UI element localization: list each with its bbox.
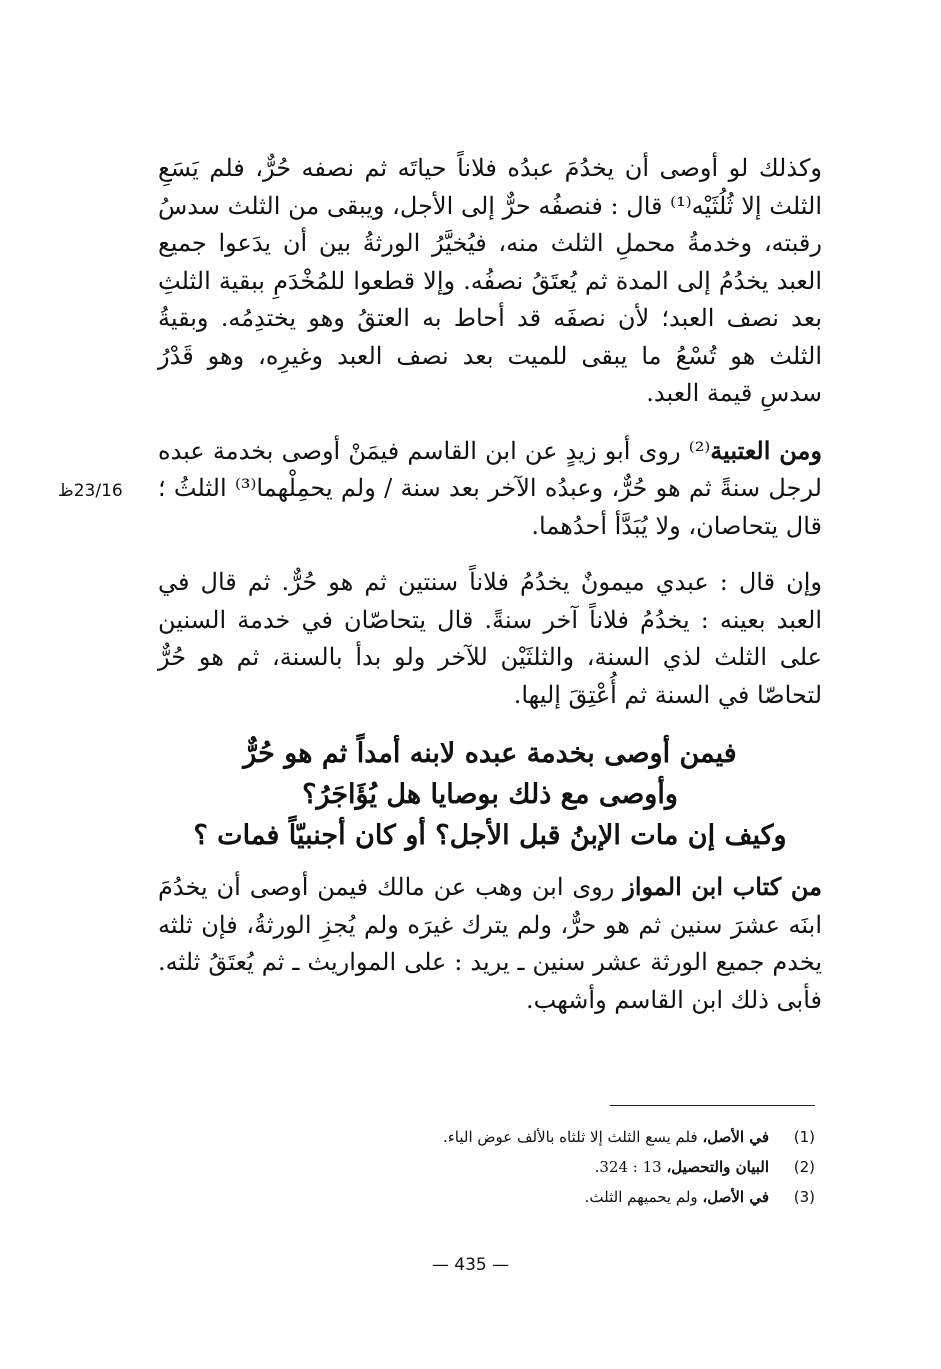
main-text <box>158 150 822 1038</box>
footnote-number: (1) <box>793 1128 815 1146</box>
footnotes <box>300 1122 815 1212</box>
paragraph-2-text: ⁽²⁾ روى أبو زيدٍ عن ابن القاسم فيمَنْ أوصى بخدمة عبده لرجل سنةً ثم هو حُرٌّ، وعبدُه الآخر بعد سنة / ولم يحمِلْهما⁽³⁾ الثلثُ ؛ قال يتحاصان، ولا يُبَدَّأ أحدُهما. <box>158 436 822 540</box>
paragraph-2 <box>158 432 822 546</box>
paragraph-4-source: من كتاب ابن المواز <box>623 872 822 901</box>
footnote-body: ولم يحميهم الثلث. <box>584 1188 703 1206</box>
footnote-source: البيان والتحصيل، <box>666 1158 769 1176</box>
footnote-text <box>300 1152 769 1182</box>
section-heading <box>158 733 822 856</box>
footnote-1 <box>300 1122 815 1152</box>
paragraph-2-source: ومن العتبية <box>710 435 822 465</box>
heading-line-1: فيمن أوصى بخدمة عبده لابنه أمداً ثم هو حُرٌّ <box>243 738 737 769</box>
footnote-text <box>300 1122 769 1152</box>
manuscript-folio-note: 23/16ظ <box>58 481 123 501</box>
footnote-number: (3) <box>793 1188 815 1206</box>
footnote-3 <box>300 1182 815 1212</box>
paragraph-1: وكذلك لو أوصى أن يخدُمَ عبدُه فلاناً حياتَه ثم نصفه حُرٌّ، فلم يَسَعِ الثلث إلا ثُلُثَيْه⁽¹⁾ قال : فنصفُه حرٌّ إلى الأجل، ويبقى من الثلث سدسُ رقبته، وخدمةُ محملِ الثلث منه، فيُخيَّرُ الورثةُ بين أن يدَعوا جميع العبد يخدُمُ إلى المدة ثم يُعتَقُ نصفُه. وإلا قطعوا للمُخْدَمِ ببقية الثلثِ بعد نصف العبد؛ لأن نصفَه قد أحاط به العتقُ وهو يختدِمُه. وبقيةُ الثلث هو تُسْعُ ما يبقى للميت بعد نصف العبد وغيرِه، وهو قَدْرُ سدسِ قيمة العبد. <box>158 154 822 407</box>
paragraph-4 <box>158 868 822 1019</box>
footnote-text <box>300 1182 769 1212</box>
footnote-2 <box>300 1152 815 1182</box>
footnote-body: فلم يسع الثلث إلا ثلثاه بالألف عوض الياء. <box>442 1128 703 1146</box>
paragraph-4-text: روى ابن وهب عن مالك فيمن أوصى أن يخدُمَ ابنَه عشرَ سنين ثم هو حرٌّ، ولم يترك غيرَه ولم يُجزِ الورثةُ، فإن ثلثه يخدم جميع الورثة عشر سنين ـ يريد : على المواريث ـ ثم يُعتَقُ ثلثه. فأبى ذلك ابن القاسم وأشهب. <box>158 873 822 1014</box>
paragraph-3: وإن قال : عبدي ميمونٌ يخدُمُ فلاناً سنتين ثم هو حُرٌّ. ثم قال في العبد بعينه : يخدُمُ فلاناً آخر سنةً. قال يتحاصّان في خدمة السنين على الثلث لذي السنة، والثلثَيْن للآخر ولو بدأ بالسنة، ثم هو حُرٌّ لتحاصّا في السنة ثم أُعْتِقَ إليها. <box>158 568 823 709</box>
footnote-source: في الأصل، <box>702 1128 769 1146</box>
heading-line-3: وكيف إن مات الإبنُ قبل الأجل؟ أو كان أجنبيّاً فمات ؟ <box>193 820 787 851</box>
footnote-number: (2) <box>793 1158 815 1176</box>
footnote-source: في الأصل، <box>702 1188 769 1206</box>
footnote-divider <box>610 1105 815 1106</box>
page-number: — 435 — <box>431 1255 510 1275</box>
heading-line-2: وأوصى مع ذلك بوصايا هل يُؤَاجَرُ؟ <box>302 779 678 810</box>
footnote-body: 13 : 324. <box>594 1158 667 1176</box>
